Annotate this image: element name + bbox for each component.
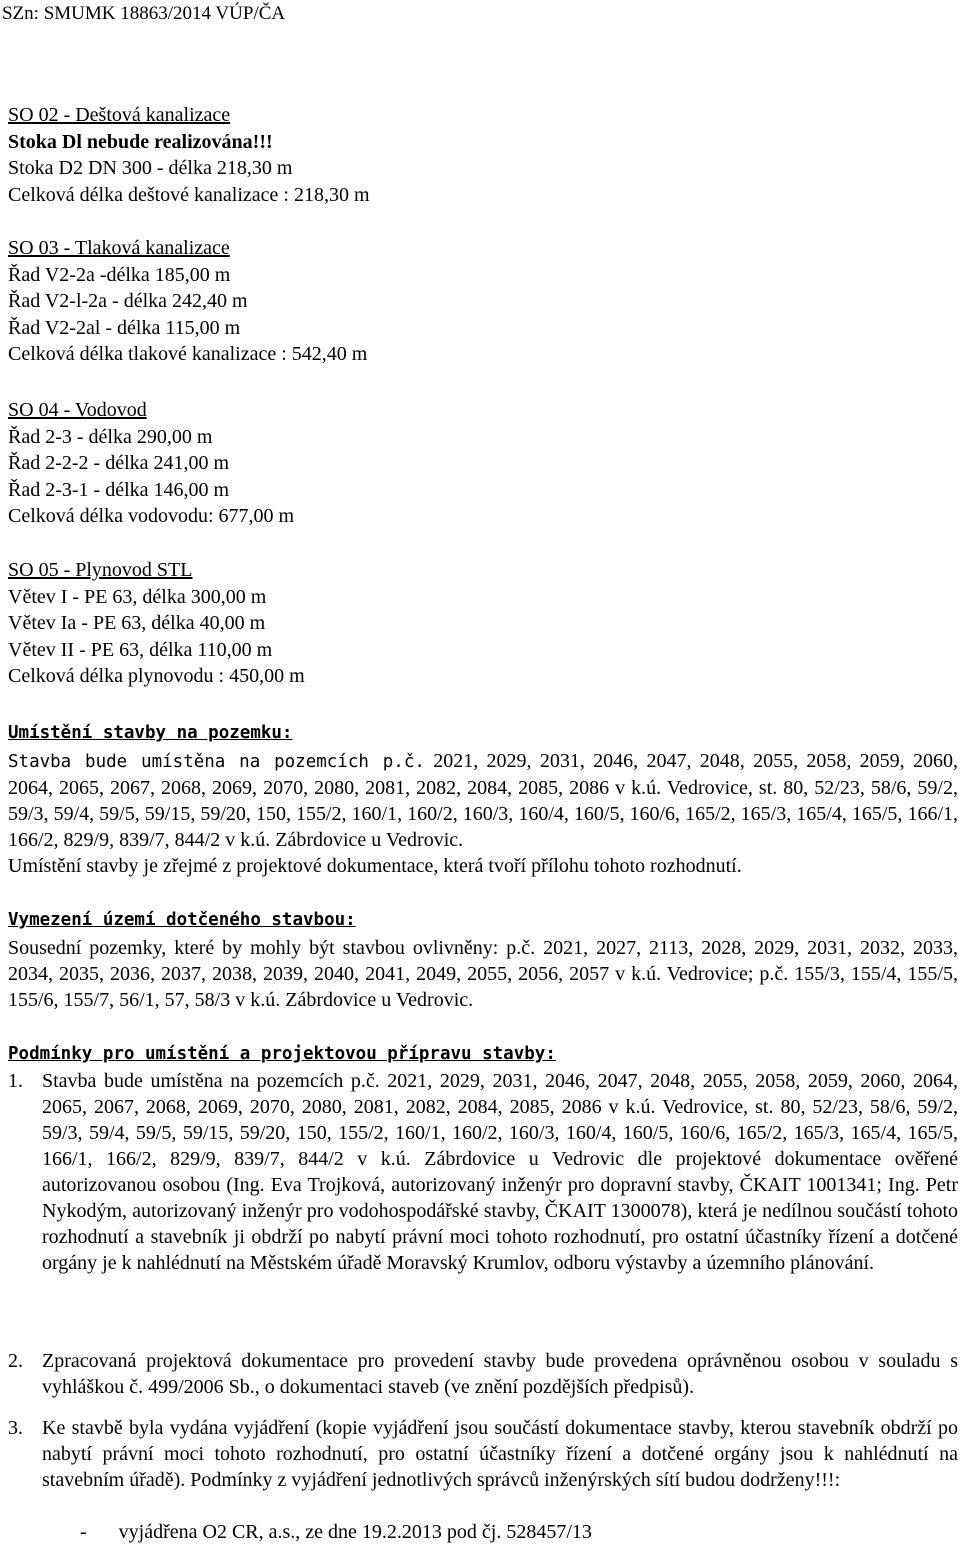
document-reference: SZn: SMUMK 18863/2014 VÚP/ČA: [2, 3, 286, 24]
statement-list-item: [80, 1519, 592, 1545]
conditions-section: [8, 1041, 958, 1068]
section-line: Řad V2-2a -délka 185,00 m: [8, 263, 231, 286]
section-heading: SO 05 - Plynovod STL: [8, 559, 193, 581]
placement-text: [8, 748, 958, 854]
condition-text: Ke stavbě byla vydána vyjádření (kopie vyjádření jsou součástí dokumentace stavby, kterou stavebník obdrží po nabytí právní moci tohoto rozhodnutí, pro ostatní účastníky řízení a dotčené orgány jsou k nahlédnutí na stavebním úřadě). Podmínky z vyjádření jednotlivých správců inženýrských sítí budou dodrženy!!!:: [42, 1417, 958, 1491]
section-line: Řad 2-3 - délka 290,00 m: [8, 425, 213, 448]
section-line: Řad 2-3-1 - délka 146,00 m: [8, 478, 230, 501]
section-line: Celková délka plynovodu : 450,00 m: [8, 665, 305, 687]
condition-number: 3.: [8, 1417, 23, 1439]
section-heading: SO 04 - Vodovod: [8, 399, 147, 421]
section-line: Větev II - PE 63, délka 110,00 m: [8, 638, 273, 661]
section-line: Celková délka tlakové kanalizace : 542,40 m: [8, 343, 368, 365]
section-line: Řad V2-l-2a - délka 242,40 m: [8, 290, 248, 312]
section-line: Celková délka vodovodu: 677,00 m: [8, 505, 295, 527]
condition-item: [8, 1415, 958, 1493]
section-heading: SO 02 - Deštová kanalizace: [8, 104, 231, 126]
territory-heading: Vymezení území dotčeného stavbou:: [8, 910, 356, 930]
condition-number: 1.: [8, 1070, 23, 1092]
territory-section: [8, 907, 958, 1013]
section-so02: [8, 102, 958, 208]
territory-text: Sousední pozemky, které by mohly být stavbou ovlivněny: p.č. 2021, 2027, 2113, 2028, 2029, 2031, 2032, 2033, 2034, 2035, 2036, 2037, 2038, 2039, 2040, 2041, 2049, 2055, 2056, 2057 v k.ú. Vedrovice; p.č. 155/3, 155/4, 155/5, 155/6, 155/7, 56/1, 57, 58/3 v k.ú. Zábrdovice u Vedrovic.: [8, 936, 958, 1011]
section-note: Stoka Dl nebude realizována!!!: [8, 130, 273, 153]
condition-text: Stavba bude umístěna na pozemcích p.č. 2021, 2029, 2031, 2046, 2047, 2048, 2055, 2058, 2059, 2060, 2064, 2065, 2067, 2068, 2069, 2070, 2080, 2081, 2082, 2084, 2085, 2086 v k.ú. Vedrovice, st. 80, 52/23, 58/6, 59/2, 59/3, 59/4, 59/5, 59/15, 59/20, 150, 155/2, 160/1, 160/2, 160/3, 160/4, 160/5, 160/6, 165/2, 165/3, 165/4, 165/5, 166/1, 166/2, 829/9, 839/7, 844/2 v k.ú. Zábrdovice u Vedrovic dle projektové dokumentace ověřené autorizovanou osobou (Ing. Eva Trojková, autorizovaný inženýr pro dopravní stavby, ČKAIT 1001341; Ing. Petr Nykodým, autorizovaný inženýr pro vodohospodářské stavby, ČKAIT 1300078), která je nedílnou součástí tohoto rozhodnutí a stavebník ji obdrží po nabytí právní moci tohoto rozhodnutí, pro ostatní účastníky řízení a dotčené orgány je k nahlédnutí na Městském úřadě Moravský Krumlov, odboru výstavby a územního plánování.: [42, 1070, 958, 1274]
section-heading: SO 03 - Tlaková kanalizace: [8, 237, 230, 259]
section-line: Řad V2-2al - délka 115,00 m: [8, 316, 241, 339]
section-line: Větev I - PE 63, délka 300,00 m: [8, 585, 267, 608]
section-so03: [8, 235, 958, 368]
section-line: Větev Ia - PE 63, délka 40,00 m: [8, 612, 266, 634]
condition-number: 2.: [8, 1350, 23, 1372]
placement-note: Umístění stavby je zřejmé z projektové dokumentace, která tvoří přílohu tohoto rozhodnutí.: [8, 855, 742, 877]
section-line: Stoka D2 DN 300 - délka 218,30 m: [8, 157, 293, 179]
placement-lead: Stavba bude umístěna na pozemcích p.č.: [8, 751, 425, 772]
placement-section: [8, 720, 958, 879]
placement-parcels: 2021, 2029, 2031, 2046, 2047, 2048, 2055, 2058, 2059, 2060, 2064, 2065, 2067, 2068, 2069, 2070, 2080, 2081, 2082, 2084, 2085, 2086 v k.ú. Vedrovice, st. 80, 52/23, 58/6, 59/2, 59/3, 59/4, 59/5, 59/15, 59/20, 150, 155/2, 160/1, 160/2, 160/3, 160/4, 160/5, 160/6, 165/2, 165/3, 165/4, 165/5, 166/1, 166/2, 829/9, 839/7, 844/2 v k.ú. Zábrdovice u Vedrovic.: [8, 749, 958, 851]
section-line: Celková délka deštové kanalizace : 218,30 m: [8, 183, 370, 206]
condition-item: [8, 1348, 958, 1400]
section-line: Řad 2-2-2 - délka 241,00 m: [8, 452, 230, 474]
conditions-heading: Podmínky pro umístění a projektovou přípravu stavby:: [8, 1044, 556, 1064]
condition-item: [8, 1068, 958, 1276]
statement-text: vyjádřena O2 CR, a.s., ze dne 19.2.2013 pod čj. 528457/13: [118, 1521, 592, 1543]
condition-text: Zpracovaná projektová dokumentace pro provedení stavby bude provedena oprávněnou osobou v souladu s vyhláškou č. 499/2006 Sb., o dokumentaci staveb (ve znění pozdějších předpisů).: [42, 1350, 958, 1398]
placement-heading: Umístění stavby na pozemku:: [8, 723, 293, 743]
section-so04: [8, 397, 958, 530]
section-so05: [8, 557, 958, 690]
list-dash: -: [80, 1521, 87, 1543]
